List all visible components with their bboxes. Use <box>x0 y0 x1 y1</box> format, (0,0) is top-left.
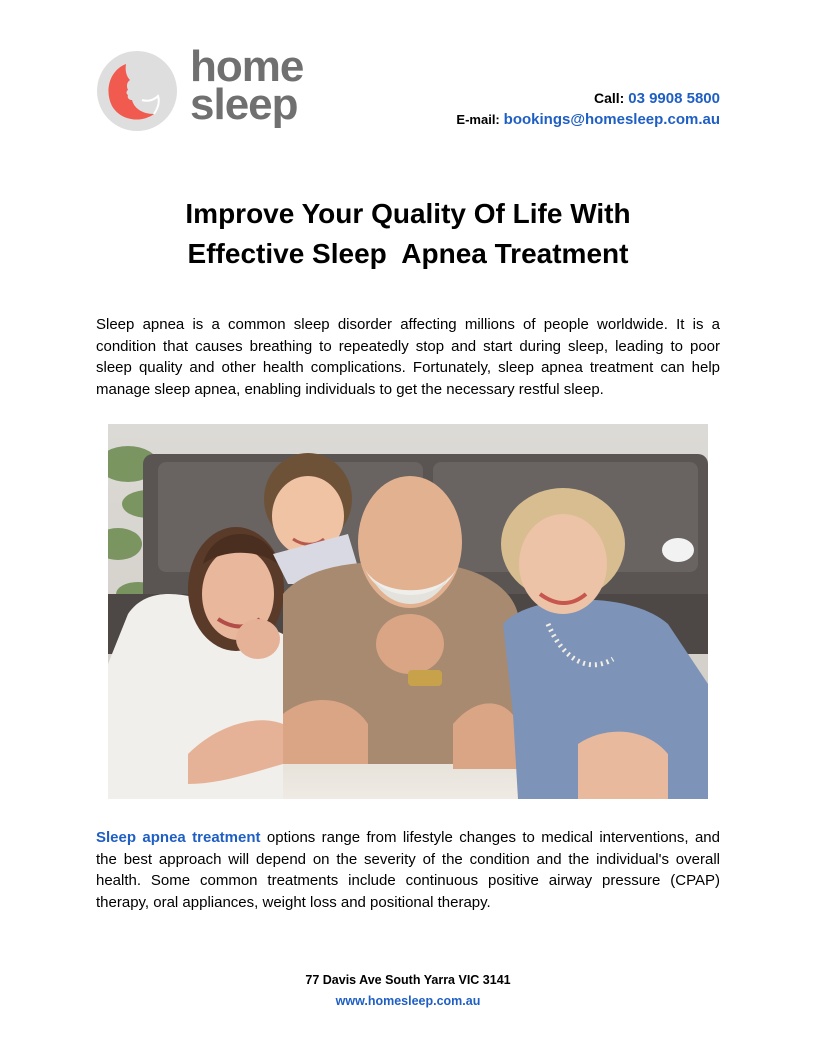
sleeping-face-logo-icon <box>96 50 178 132</box>
logo-word-home: home <box>190 42 304 91</box>
family-photo-illustration <box>108 424 708 799</box>
footer-website-link[interactable]: www.homesleep.com.au <box>335 994 481 1008</box>
treatment-paragraph-text: options range from lifestyle changes to medical interventions, and the best approach will depend on the severity of the condition and the individual's overall health. Some common treatments include continuous positive airway pressure (CPAP) therapy, oral appliances, weight loss and positional therapy. <box>96 829 720 911</box>
treatment-paragraph <box>96 827 720 913</box>
logo-wordmark <box>190 42 304 129</box>
contact-block <box>456 88 720 130</box>
page-title: Improve Your Quality Of Life With Effective Sleep Apnea Treatment <box>185 198 631 269</box>
email-link[interactable]: bookings@homesleep.com.au <box>503 111 720 128</box>
intro-paragraph: Sleep apnea is a common sleep disorder affecting millions of people worldwide. It is a condition that causes breathing to repeatedly stop and start during sleep, leading to poor sleep quality and other health complications. Fortunately, sleep apnea treatment can help manage sleep apnea, enabling individuals to get the necessary restful sleep. <box>96 316 720 398</box>
call-line <box>456 88 720 109</box>
footer-address: 77 Davis Ave South Yarra VIC 3141 <box>305 973 511 987</box>
footer <box>0 970 816 1012</box>
sleep-apnea-treatment-link[interactable]: Sleep apnea treatment <box>96 829 261 846</box>
email-label: E-mail: <box>456 112 500 127</box>
logo-word-sleep: sleep <box>190 80 298 129</box>
email-line <box>456 109 720 130</box>
home-sleep-logo[interactable] <box>96 42 326 148</box>
family-photo <box>108 424 708 799</box>
call-label: Call: <box>594 90 625 106</box>
phone-link[interactable]: 03 9908 5800 <box>628 90 720 107</box>
